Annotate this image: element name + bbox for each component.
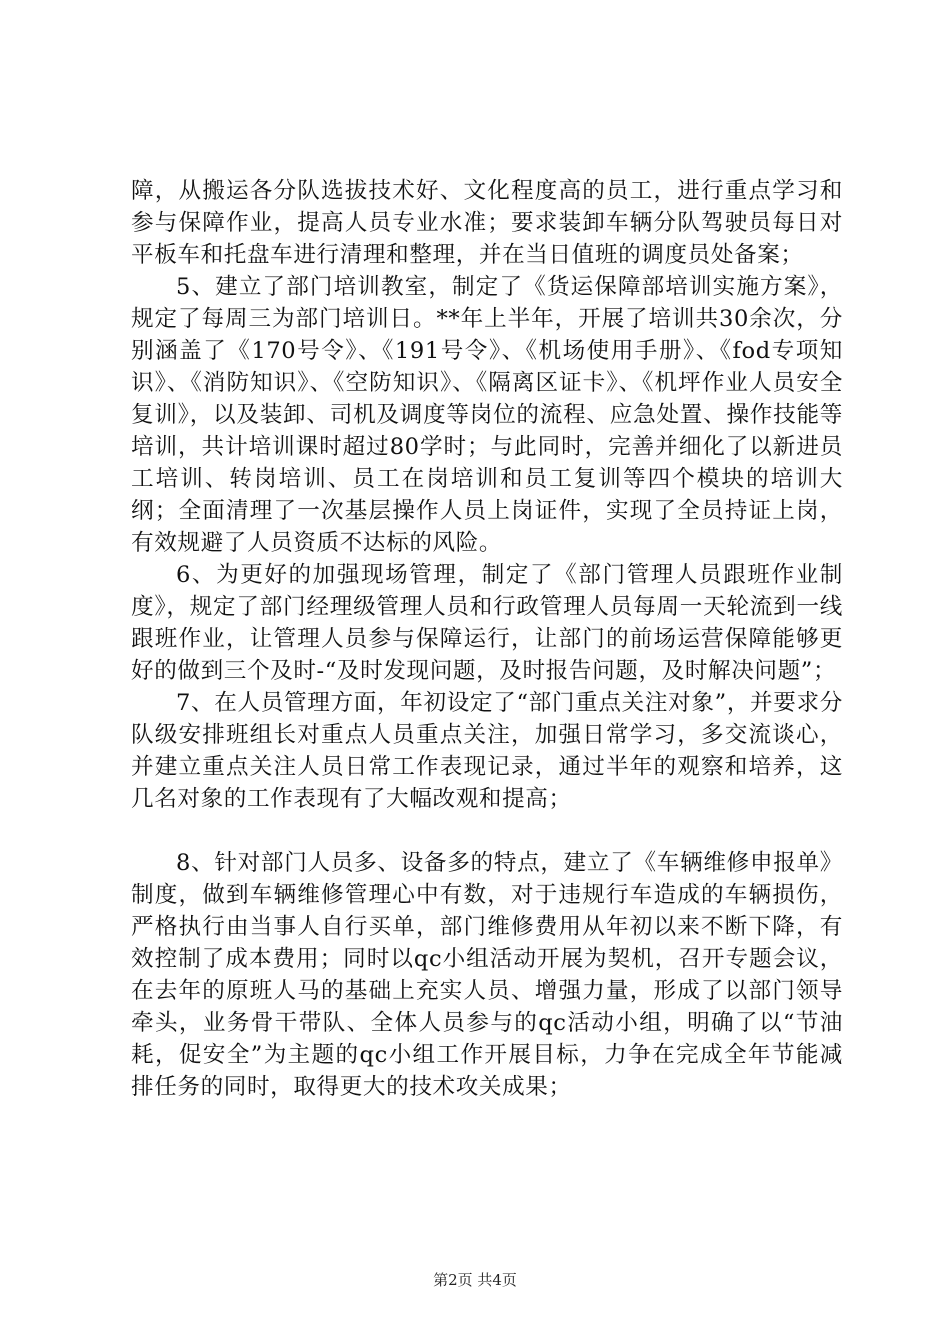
paragraph-item-7: 7、在人员管理方面，年初设定了“部门重点关注对象”，并要求分队级安排班组长对重点人员重点关注，加强日常学习，多交流谈心，并建立重点关注人员日常工作表现记录，通过半年的观察和培养，这几名对象的工作表现有了大幅改观和提高； <box>131 690 843 812</box>
paragraph-item-5: 5、建立了部门培训教室，制定了《货运保障部培训实施方案》，规定了每周三为部门培训日。**年上半年，开展了培训共30余次，分别涵盖了《170号令》、《191号令》、《机场使用手册》、《fod专项知识》、《消防知识》、《空防知识》、《隔离区证卡》、《机坪作业人员安全复训》，以及装卸、司机及调度等岗位的流程、应急处置、操作技能等培训，共计培训课时超过80学时；与此同时，完善并细化了以新进员工培训、转岗培训、员工在岗培训和员工复训等四个模块的培训大纲；全面清理了一次基层操作人员上岗证件，实现了全员持证上岗，有效规避了人员资质不达标的风险。 <box>131 274 843 556</box>
paragraph-continuation: 障，从搬运各分队选拔技术好、文化程度高的员工，进行重点学习和参与保障作业，提高人员专业水准；要求装卸车辆分队驾驶员每日对平板车和托盘车进行清理和整理，并在当日值班的调度员处备案； <box>131 178 843 268</box>
document-body <box>131 175 843 1103</box>
page-footer: 第2页 共4页 <box>433 1271 517 1289</box>
paragraph-item-6: 6、为更好的加强现场管理，制定了《部门管理人员跟班作业制度》，规定了部门经理级管理人员和行政管理人员每周一天轮流到一线跟班作业，让管理人员参与保障运行，让部门的前场运营保障能够更好的做到三个及时-“及时发现问题，及时报告问题，及时解决问题”； <box>131 562 843 684</box>
paragraph-item-8: 8、针对部门人员多、设备多的特点，建立了《车辆维修申报单》制度，做到车辆维修管理心中有数，对于违规行车造成的车辆损伤，严格执行由当事人自行买单，部门维修费用从年初以来不断下降，有效控制了成本费用；同时以qc小组活动开展为契机，召开专题会议，在去年的原班人马的基础上充实人员、增强力量，形成了以部门领导牵头，业务骨干带队、全体人员参与的qc活动小组，明确了以“节油耗，促安全”为主题的qc小组工作开展目标，力争在完成全年节能减排任务的同时，取得更大的技术攻关成果； <box>131 850 843 1100</box>
paragraph-spacer <box>131 815 843 847</box>
